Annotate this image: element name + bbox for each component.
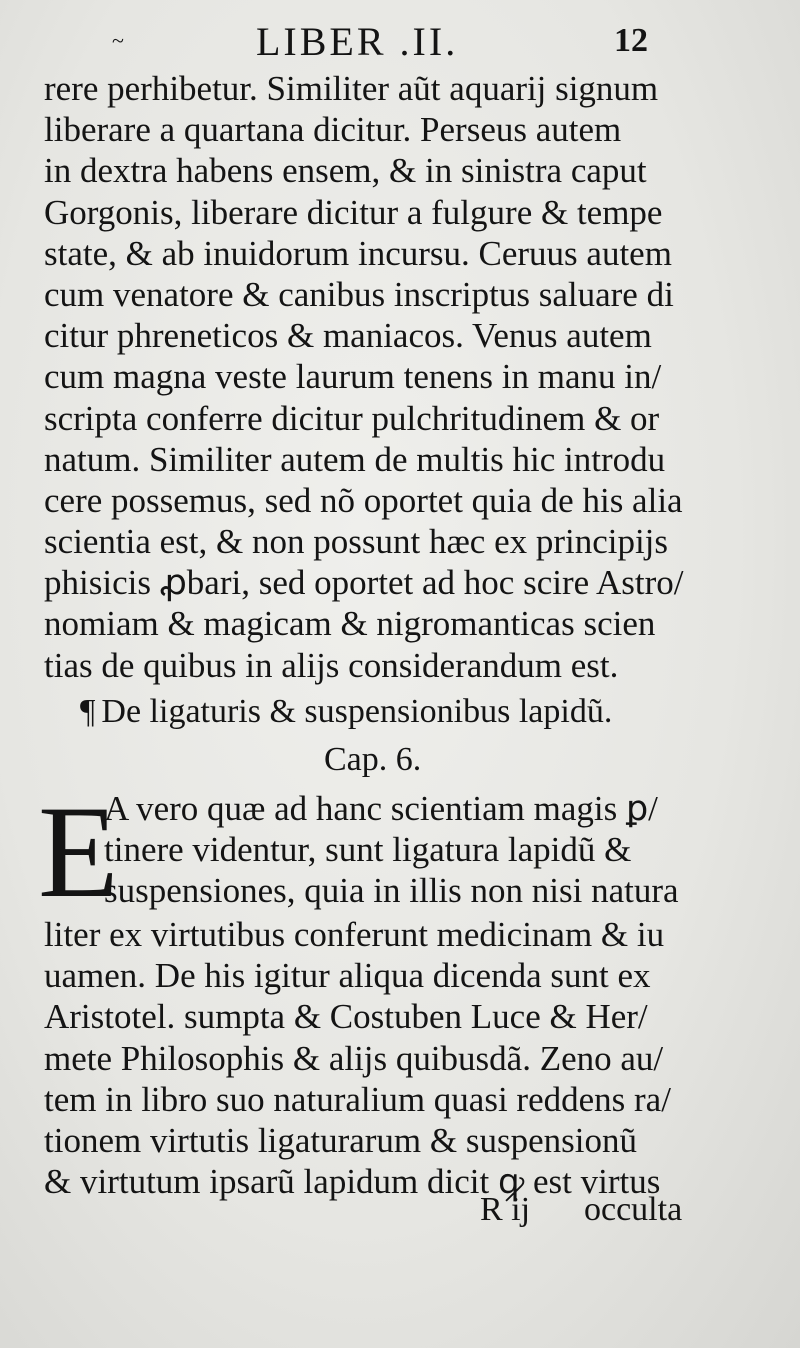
heading-text: De ligaturis & suspensionibus lapidũ. — [101, 693, 613, 730]
text-line: scripta conferre dicitur pulchritudinem & or — [44, 398, 660, 438]
text-line: phisicis ꝓbari, sed oportet ad hoc scire Astro/ — [44, 563, 684, 603]
text-line: liter ex virtutibus conferunt medicinam & iu — [44, 915, 665, 954]
text-line: cere possemus, sed nõ oportet quia de his alia — [44, 480, 683, 520]
pilcrow-mark: ¶ — [80, 693, 96, 730]
text-line: cum magna veste laurum tenens in manu in/ — [44, 357, 662, 397]
header-ornament: ~ — [112, 28, 125, 53]
chapter-number: Cap. 6. — [324, 741, 422, 778]
text-line: tionem virtutis ligaturarum & suspensionũ — [44, 1120, 638, 1160]
text-line: uamen. De his igitur aliqua dicenda sunt ex — [44, 956, 651, 996]
folio-number: 12 — [614, 22, 648, 59]
text-line: tem in libro suo naturalium quasi reddens ra/ — [44, 1079, 671, 1119]
text-line: citur phreneticos & maniacos. Venus autem — [44, 316, 652, 356]
section-one-text — [44, 68, 704, 686]
text-line: Aristotel. sumpta & Costuben Luce & Her/ — [44, 997, 648, 1037]
text-line: tinere videntur, sunt ligatura lapidũ & — [104, 830, 632, 870]
catchword: occulta — [584, 1191, 683, 1228]
text-line: state, & ab inuidorum incursu. Ceruus autem — [44, 233, 672, 273]
text-line: nomiam & magicam & nigromanticas scien — [44, 604, 656, 644]
section-heading — [80, 690, 680, 734]
text-line: natum. Similiter autem de multis hic introdu — [44, 439, 666, 479]
text-line: A vero quæ ad hanc scientiam magis ꝑ/ — [104, 789, 658, 828]
signature-mark: R ij — [480, 1191, 531, 1228]
text-line: rere perhibetur. Similiter aũt aquarĳ signum — [44, 69, 659, 108]
text-line: Gorgonis, liberare dicitur a fulgure & tempe — [44, 192, 663, 232]
text-line: liberare a quartana dicitur. Perseus autem — [44, 110, 622, 150]
decorated-initial: E — [38, 778, 119, 925]
text-line: mete Philosophis & alĳs quibusdã. Zeno au/ — [44, 1038, 664, 1078]
text-line: in dextra habens ensem, & in sinistra caput — [44, 151, 647, 191]
text-line: cum venatore & canibus inscriptus saluare di — [44, 274, 674, 314]
text-line: scientia est, & non possunt hæc ex principĳs — [44, 522, 668, 562]
section-two-text — [44, 914, 704, 1202]
section-two-indented-text — [104, 788, 704, 912]
text-line: suspensiones, quia in illis non nisi natura — [104, 871, 679, 911]
text-line: & virtutum ipsarũ lapidum dicit ꝙ est virtus — [44, 1162, 661, 1202]
text-line: tias de quibus in alĳs considerandum est. — [44, 645, 619, 685]
running-header — [0, 18, 800, 68]
running-title: LIBER .II. — [256, 19, 459, 64]
